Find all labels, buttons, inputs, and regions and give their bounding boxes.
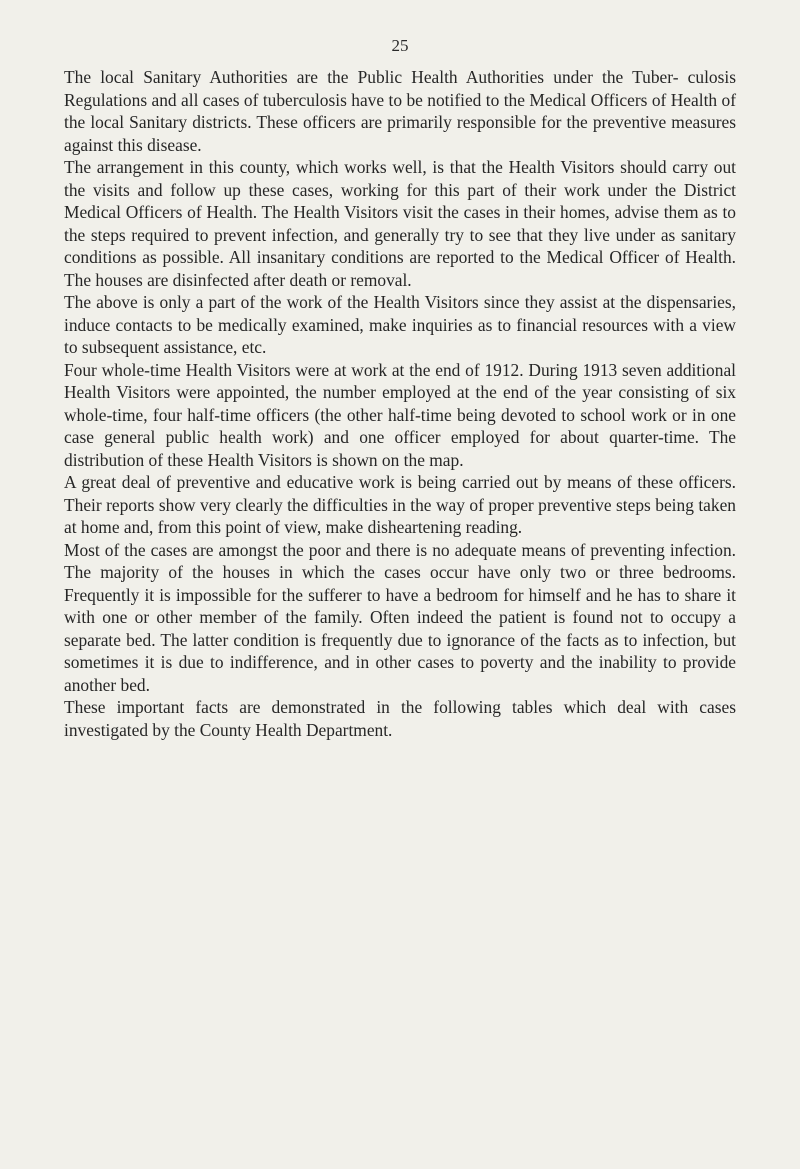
paragraph-housing-conditions: Most of the cases are amongst the poor and there is no adequate means of preventing infection. The majority of the houses in which the cases occur have only two or three bedrooms. Frequently it is impossible for the sufferer to have a bedroom for himself and he has to share it with one or other member of the family. Often indeed the patient is found not to occupy a separate bed. The latter condition is frequently due to ignorance of the facts as to infection, but sometimes it is due to indifference, and in other cases to poverty and the inability to provide another bed. [64, 539, 736, 695]
paragraph-dispensary-work: The above is only a part of the work of the Health Visitors since they assist at the dispensaries, induce contacts to be medically examined, make inquiries as to financial resources with a view to subsequent assistance, etc. [64, 292, 736, 357]
paragraph-tables-intro: These important facts are demonstrated in the following tables which deal with cases investigated by the County Health Department. [64, 697, 736, 740]
paragraph-tuberculosis-regulations: The local Sanitary Authorities are the Public Health Authorities under the Tuber- culosis Regulations and all cases of tuberculosis have to be notified to the Medical Officers of Health of the local Sanitary districts. These officers are primarily responsible for the preventive measures against this disease. [64, 67, 736, 155]
page-number: 25 [391, 36, 409, 55]
paragraph-visitor-staffing: Four whole-time Health Visitors were at work at the end of 1912. During 1913 seven additional Health Visitors were appointed, the number employed at the end of the year consisting of six whole-time, four half-time officers (the other half-time being devoted to school work or in one case general public health work) and one officer employed for about quarter-time. The distribution of these Health Visitors is shown on the map. [64, 359, 736, 470]
paragraph-preventive-work: A great deal of preventive and educative work is being carried out by means of these officers. Their reports show very clearly the difficulties in the way of proper preventive steps being taken at home and, from this point of view, make disheartening reading. [64, 472, 736, 537]
body-text [64, 66, 736, 741]
paragraph-health-visitors-arrangement: The arrangement in this county, which works well, is that the Health Visitors should carry out the visits and follow up these cases, working for this part of their work under the District Medical Officers of Health. The Health Visitors visit the cases in their homes, advise them as to the steps required to prevent infection, and generally try to see that they live under as sanitary conditions as possible. All insanitary conditions are reported to the Medical Officer of Health. The houses are disinfected after death or removal. [64, 157, 736, 290]
